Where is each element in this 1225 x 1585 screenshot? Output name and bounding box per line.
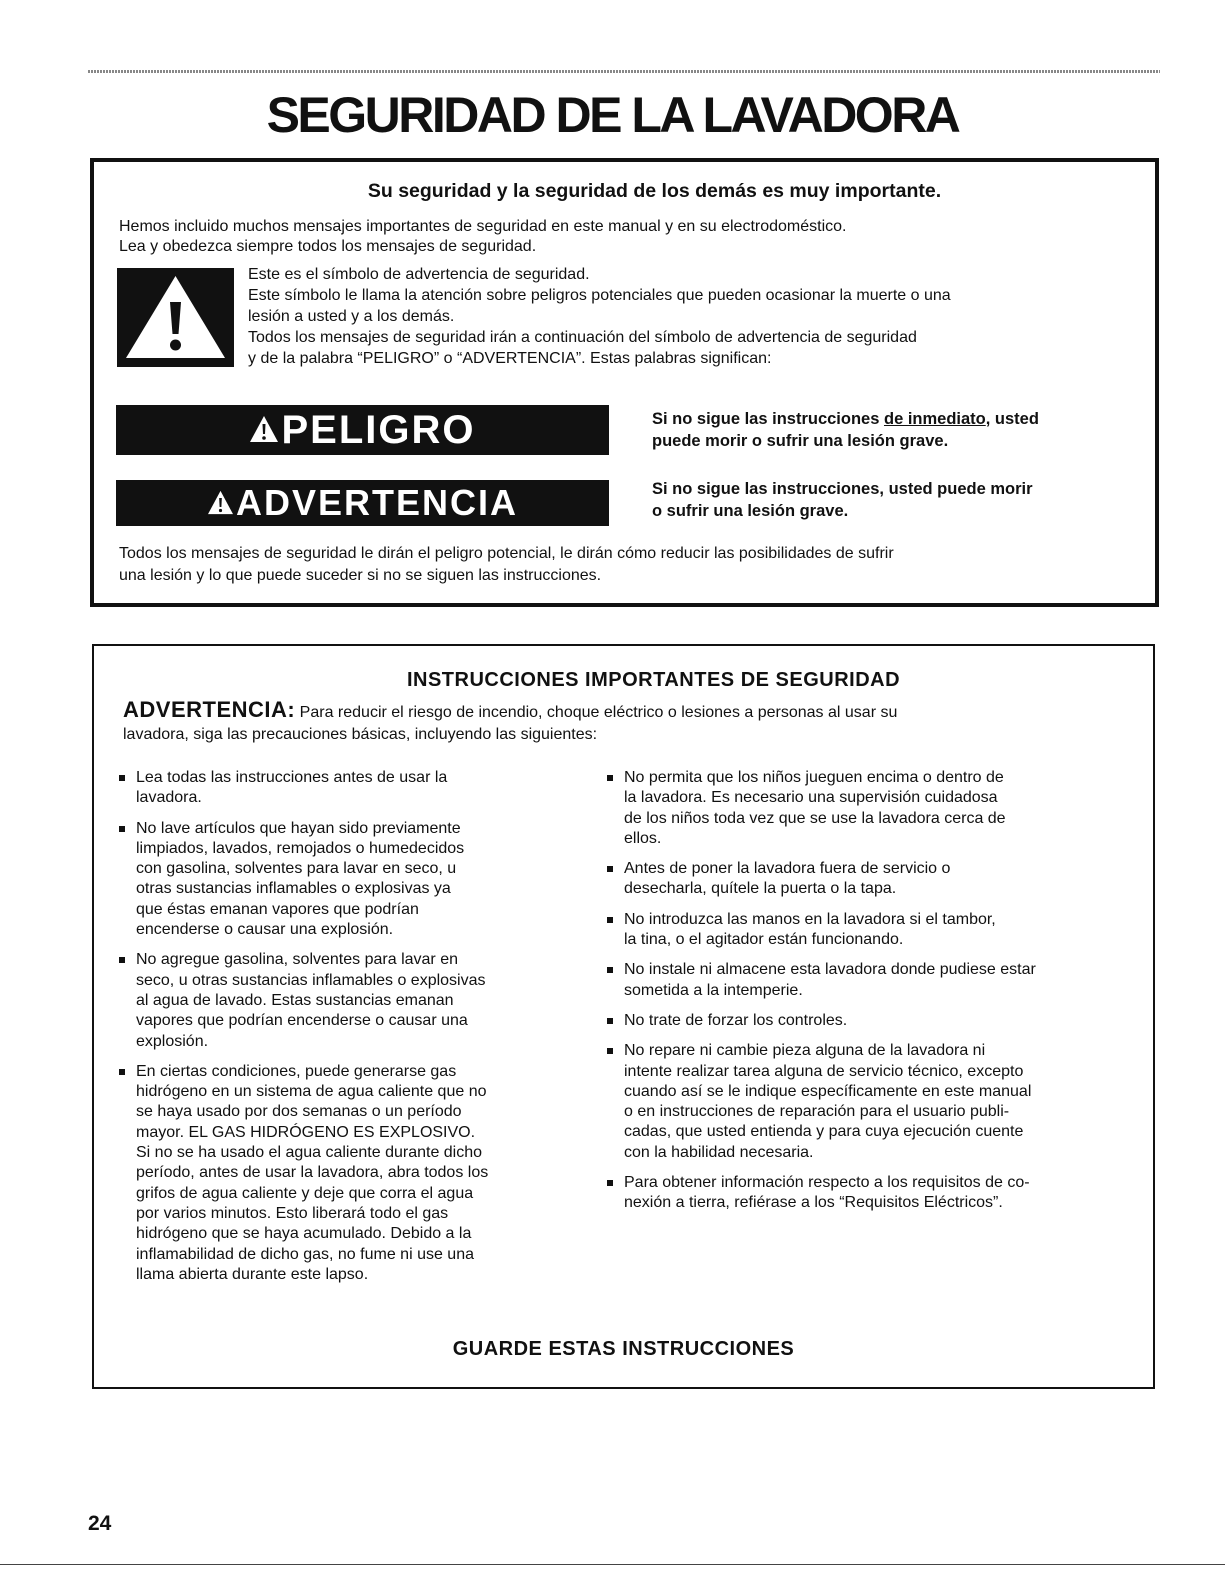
- bullet-text-line: No repare ni cambie pieza alguna de la lavadora ni: [624, 1042, 986, 1060]
- warning-intro: [123, 699, 897, 746]
- bullet-text-line: No agregue gasolina, solventes para lavar en: [136, 951, 458, 969]
- symbol-explanation: [248, 264, 951, 369]
- bullet-text-line: No trate de forzar los controles.: [624, 1011, 848, 1029]
- bullet-text-line: Si no se ha usado el agua caliente durante dicho: [136, 1144, 483, 1162]
- advertencia-text-line: o sufrir una lesión grave.: [652, 502, 849, 520]
- bullet-text-line: No introduzca las manos en la lavadora si el tambor,: [624, 910, 996, 928]
- safety-heading: Su seguridad y la seguridad de los demás es muy importante.: [367, 180, 942, 202]
- bottom-divider: [0, 1564, 1225, 1565]
- bullet-text-line: al agua de lavado. Estas sustancias emanan: [136, 991, 454, 1009]
- bullet-item: [606, 1011, 1136, 1031]
- page-number: 24: [88, 1512, 112, 1535]
- peligro-text-b: , usted: [985, 410, 1039, 428]
- symbol-line: Este es el símbolo de advertencia de seguridad.: [248, 266, 590, 283]
- bullet-text-line: sometida a la intemperie.: [624, 981, 803, 999]
- bullet-text-line: cadas, que usted entienda y para cuya ejecución cuente: [624, 1123, 1024, 1141]
- bullet-text-line: En ciertas condiciones, puede generarse gas: [136, 1062, 457, 1080]
- bullet-item: [606, 859, 1136, 900]
- instructions-box: [92, 644, 1155, 1389]
- bullet-text-line: llama abierta durante este lapso.: [136, 1265, 369, 1283]
- bullet-text-line: lavadora.: [136, 789, 202, 807]
- advertencia-text-line: Si no sigue las instrucciones, usted puede morir: [652, 480, 1033, 498]
- warning-text-line2: lavadora, siga las precauciones básicas, incluyendo las siguientes:: [123, 726, 598, 743]
- bullet-text-line: hidrógeno en un sistema de agua caliente que no: [136, 1083, 487, 1101]
- instructions-heading: INSTRUCCIONES IMPORTANTES DE SEGURIDAD: [406, 669, 901, 691]
- bullet-text-line: No lave artículos que hayan sido previamente: [136, 819, 461, 837]
- bullet-icon: [607, 967, 613, 973]
- bullet-text-line: grifos de agua caliente y deje que corra el agua: [136, 1184, 474, 1202]
- bullet-text-line: explosión.: [136, 1032, 209, 1050]
- bullet-text-line: seco, u otras sustancias inflamables o explosivas: [136, 971, 486, 989]
- bullet-text-line: Para obtener información respecto a los requisitos de co-: [624, 1174, 1030, 1192]
- bullet-item: [606, 960, 1136, 1001]
- instructions-left-column: [118, 768, 588, 1295]
- top-divider: [88, 70, 1160, 73]
- bullet-text-line: la tina, o el agitador están funcionando.: [624, 931, 904, 949]
- bullet-text-line: la lavadora. Es necesario una supervisión cuidadosa: [624, 789, 998, 807]
- peligro-text-line2: puede morir o sufrir una lesión grave.: [652, 432, 949, 450]
- bullet-text-line: ellos.: [624, 829, 662, 847]
- bullet-item: [118, 819, 588, 941]
- peligro-label: PELIGRO: [281, 408, 476, 452]
- bullet-text-line: mayor. EL GAS HIDRÓGENO ES EXPLOSIVO.: [136, 1123, 476, 1141]
- symbol-line: y de la palabra “PELIGRO” o “ADVERTENCIA”. Estas palabras significan:: [248, 350, 772, 367]
- bullet-icon: [607, 1180, 613, 1186]
- alert-triangle-icon: [249, 415, 279, 443]
- bullet-text-line: vapores que podrían encenderse o causar una: [136, 1012, 468, 1030]
- bullet-text-line: período, antes de usar la lavadora, abra todos los: [136, 1164, 489, 1182]
- warning-text: Para reducir el riesgo de incendio, choque eléctrico o lesiones a personas al usar su: [295, 704, 898, 721]
- bullet-icon: [607, 917, 613, 923]
- bullet-icon: [607, 1048, 613, 1054]
- peligro-meaning: [652, 408, 1039, 452]
- bullet-text-line: con la habilidad necesaria.: [624, 1143, 814, 1161]
- safety-intro: [119, 217, 847, 257]
- bullet-icon: [119, 775, 125, 781]
- bullet-item: [118, 768, 588, 809]
- peligro-text-a: Si no sigue las instrucciones: [652, 410, 884, 428]
- bullet-icon: [607, 775, 613, 781]
- bullet-icon: [607, 866, 613, 872]
- bullet-text-line: Lea todas las instrucciones antes de usar la: [136, 769, 448, 786]
- advertencia-banner: [116, 480, 609, 526]
- bullet-text-line: nexión a tierra, refiérase a los “Requisitos Eléctricos”.: [624, 1194, 1003, 1212]
- bullet-item: [118, 950, 588, 1051]
- outro-line: una lesión y lo que puede suceder si no se siguen las instrucciones.: [119, 567, 602, 584]
- bullet-icon: [119, 826, 125, 832]
- bullet-text-line: con gasolina, solventes para lavar en seco, u: [136, 860, 457, 878]
- bullet-item: [606, 1041, 1136, 1163]
- symbol-line: lesión a usted y a los demás.: [248, 308, 455, 325]
- bullet-item: [118, 1062, 588, 1285]
- bullet-text-line: encenderse o causar una explosión.: [136, 921, 394, 939]
- bullet-icon: [607, 1018, 613, 1024]
- advertencia-meaning: [652, 478, 1033, 522]
- bullet-item: [606, 768, 1136, 849]
- bullet-text-line: que éstas emanan vapores que podrían: [136, 900, 419, 918]
- bullet-text-line: inflamabilidad de dicho gas, no fume ni use una: [136, 1245, 474, 1263]
- bullet-text-line: o en instrucciones de reparación para el usuario publi-: [624, 1103, 1010, 1121]
- bullet-text-line: de los niños toda vez que se use la lavadora cerca de: [624, 809, 1006, 827]
- peligro-banner: [116, 405, 609, 455]
- bullet-text-line: intente realizar tarea alguna de servicio técnico, excepto: [624, 1062, 1024, 1080]
- bullet-text-line: No instale ni almacene esta lavadora donde pudiese estar: [624, 961, 1036, 979]
- alert-triangle-icon: [207, 490, 234, 515]
- bullet-text-line: otras sustancias inflamables o explosivas ya: [136, 880, 451, 898]
- bullet-text-line: desecharla, quítele la puerta o la tapa.: [624, 880, 897, 898]
- bullet-item: [606, 1173, 1136, 1214]
- symbol-line: Este símbolo le llama la atención sobre peligros potenciales que pueden ocasionar la muerte o una: [248, 287, 951, 304]
- warning-label: ADVERTENCIA:: [123, 697, 296, 722]
- peligro-text-underlined: de inmediato: [883, 410, 986, 428]
- intro-line: Hemos incluido muchos mensajes importantes de seguridad en este manual y en su electrodoméstico.: [119, 218, 847, 235]
- bullet-text-line: cuando así se le indique específicamente en este manual: [624, 1082, 1032, 1100]
- advertencia-label: ADVERTENCIA: [235, 482, 518, 523]
- safety-outro: [119, 543, 894, 587]
- save-instructions-footer: GUARDE ESTAS INSTRUCCIONES: [452, 1338, 795, 1360]
- bullet-text-line: Antes de poner la lavadora fuera de servicio o: [624, 860, 951, 878]
- bullet-text-line: hidrógeno que se haya acumulado. Debido a la: [136, 1225, 472, 1243]
- bullet-text-line: limpiados, lavados, remojados o humedecidos: [136, 839, 465, 857]
- symbol-line: Todos los mensajes de seguridad irán a continuación del símbolo de advertencia de seguridad: [248, 329, 917, 346]
- safety-alert-icon: [117, 268, 234, 367]
- bullet-icon: [119, 1069, 125, 1075]
- bullet-item: [606, 910, 1136, 951]
- bullet-icon: [119, 957, 125, 963]
- safety-notice-box: [90, 158, 1159, 607]
- bullet-text-line: por varios minutos. Esto liberará todo el gas: [136, 1204, 449, 1222]
- instructions-right-column: [606, 768, 1136, 1224]
- bullet-text-line: se haya usado por dos semanas o un período: [136, 1103, 462, 1121]
- intro-line: Lea y obedezca siempre todos los mensajes de seguridad.: [119, 238, 537, 255]
- outro-line: Todos los mensajes de seguridad le dirán el peligro potencial, le dirán cómo reducir las posibilidades de sufrir: [119, 545, 894, 562]
- page-title: SEGURIDAD DE LA LAVADORA: [266, 87, 959, 143]
- bullet-text-line: No permita que los niños jueguen encima o dentro de: [624, 769, 1004, 786]
